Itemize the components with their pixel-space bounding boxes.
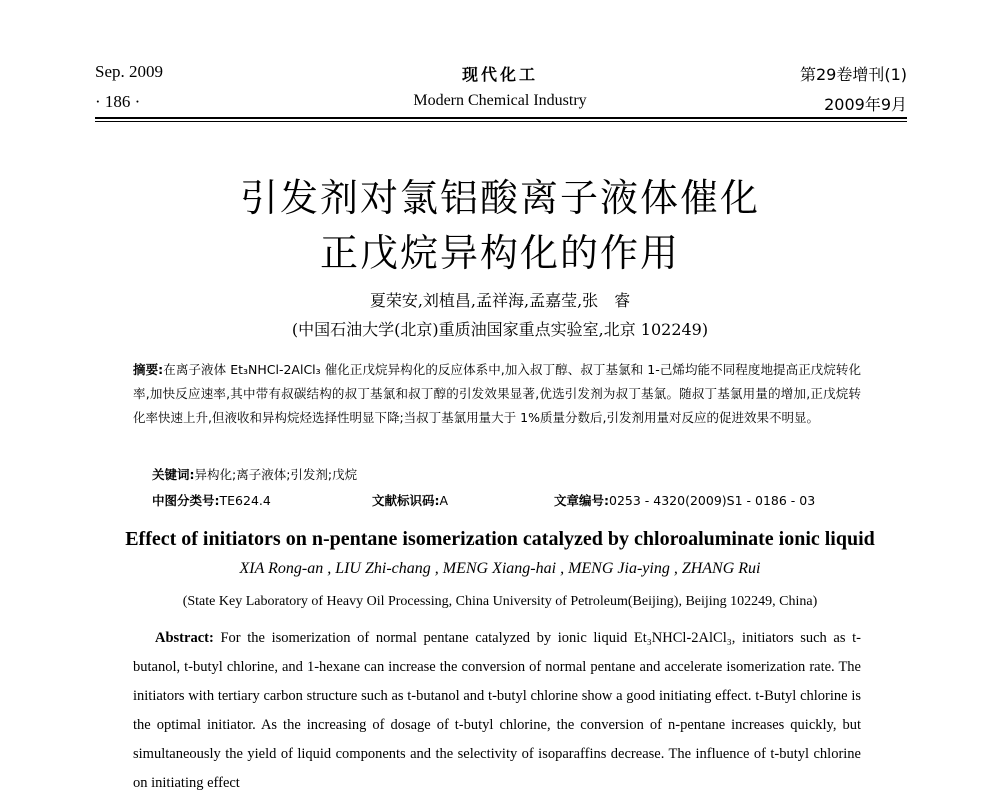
header-rule-thin: [95, 121, 907, 122]
authors-en: XIA Rong-an , LIU Zhi-chang , MENG Xiang-hai , MENG Jia-ying , ZHANG Rui: [239, 560, 761, 577]
abstract-cn: [133, 358, 861, 430]
document-code-value: A: [439, 493, 449, 508]
header-journal-en: Modern Chemical Industry: [413, 92, 587, 109]
header-date-cn: 2009年9月: [824, 95, 907, 114]
clc-value: TE624.4: [219, 493, 271, 508]
clc-label: 中图分类号:: [152, 493, 220, 508]
header-volume-cn: 第29卷增刊(1): [799, 65, 907, 84]
header-journal-cn: 现代化工: [461, 65, 538, 84]
article-number-label: 文章编号:: [554, 493, 609, 508]
title-en: Effect of initiators on n-pentane isomerization catalyzed by chloroaluminate ionic liquid: [125, 528, 875, 550]
abstract-en: [133, 624, 861, 798]
article-number: [554, 491, 815, 509]
abstract-cn-label: 摘要:: [133, 362, 164, 377]
clc-number: [152, 491, 271, 509]
header-page-number: · 186 ·: [95, 92, 141, 111]
affiliation-en: (State Key Laboratory of Heavy Oil Processing, China University of Petroleum(Beijing), Beijing 102249, China): [182, 594, 818, 609]
article-number-value: 0253 - 4320(2009)S1 - 0186 - 03: [609, 493, 816, 508]
affiliation-cn: (中国石油大学(北京)重质油国家重点实验室,北京 102249): [291, 320, 709, 339]
document-code: [372, 491, 448, 509]
authors-cn: 夏荣安,刘植昌,孟祥海,孟嘉莹,张 睿: [369, 291, 631, 310]
header-date-en: Sep. 2009: [95, 62, 163, 81]
title-cn-line2: 正戊烷异构化的作用: [319, 231, 680, 275]
abstract-en-text: For the isomerization of normal pentane catalyzed by ionic liquid Et₃NHCl-2AlCl₃, initiators such as t-butanol, t-butyl chlorine, and 1-hexane can increase the conversion of normal pentane and accelerate isomerization rate. The initiators with tertiary carbon structure such as t-butanol and t-butyl chlorine show a good initiating effect. t-Butyl chlorine is the optimal initiator. As the increasing of dosage of t-butyl chlorine, the conversion of n-pentane increases quickly, but simultaneously the yield of liquid components and the selectivity of isoparaffins decrease. The influence of t-butyl chlorine on initiating effect: [133, 630, 862, 791]
keywords: [152, 465, 357, 483]
header-rule: [95, 117, 907, 119]
document-code-label: 文献标识码:: [372, 493, 440, 508]
keywords-text: 异构化;离子液体;引发剂;戊烷: [194, 467, 358, 482]
title-cn-line1: 引发剂对氯铝酸离子液体催化: [239, 176, 760, 220]
abstract-en-label: Abstract:: [155, 630, 214, 646]
abstract-cn-text: 在离子液体 Et₃NHCl-2AlCl₃ 催化正戊烷异构化的反应体系中,加入叔丁醇、叔丁基氯和 1-己烯均能不同程度地提高正戊烷转化率,加快反应速率,其中带有叔碳结构的叔丁基氯和叔丁醇的引发效果显著,优选引发剂为叔丁基氯。随叔丁基氯用量的增加,正戊烷转化率快速上升,但液收和异构烷烃选择性明显下降;当叔丁基氯用量大于 1%质量分数后,引发剂用量对反应的促进效果不明显。: [133, 362, 862, 425]
keywords-label: 关键词:: [152, 467, 195, 482]
